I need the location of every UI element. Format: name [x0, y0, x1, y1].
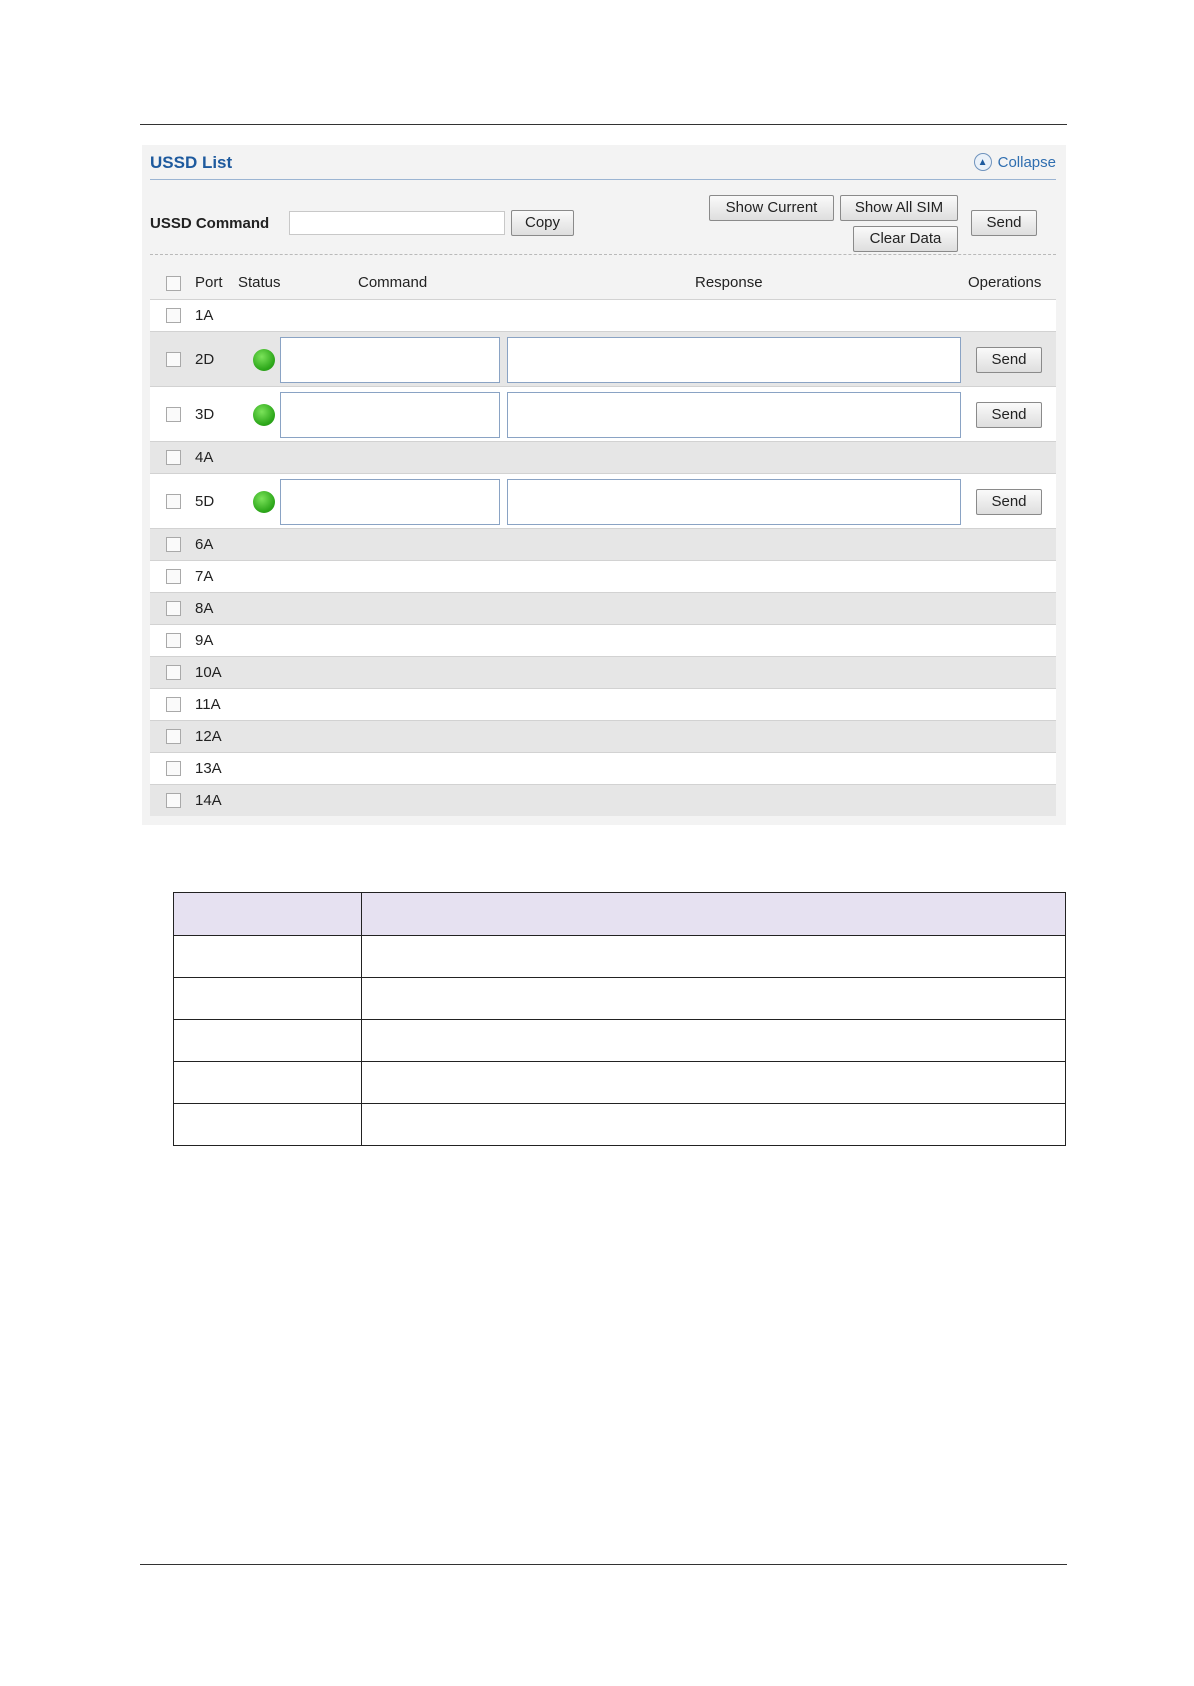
response-field[interactable] — [507, 479, 961, 525]
desc-cell — [362, 1020, 1066, 1062]
header-command: Command — [358, 274, 428, 291]
row-send-button[interactable]: Send — [976, 402, 1042, 428]
table-row — [150, 624, 1056, 656]
port-label: 12A — [195, 728, 222, 745]
row-checkbox[interactable] — [166, 537, 181, 552]
response-field[interactable] — [507, 392, 961, 438]
clear-data-button[interactable]: Clear Data — [853, 226, 958, 252]
send-all-button[interactable]: Send — [971, 210, 1037, 236]
port-label: 8A — [195, 600, 214, 617]
table-row — [150, 720, 1056, 752]
status-online-icon — [253, 349, 275, 371]
table-row — [150, 784, 1056, 816]
command-input[interactable] — [280, 337, 500, 383]
ussd-command-label: USSD Command — [150, 215, 270, 232]
desc-cell — [362, 978, 1066, 1020]
table-row — [150, 752, 1056, 784]
row-checkbox[interactable] — [166, 601, 181, 616]
table-row — [150, 441, 1056, 473]
row-checkbox[interactable] — [166, 407, 181, 422]
port-label: 7A — [195, 568, 214, 585]
port-label: 1A — [195, 307, 214, 324]
chevron-up-icon: ▲ — [974, 153, 992, 171]
desc-header-row — [174, 893, 1066, 936]
desc-header-cell — [174, 893, 362, 936]
port-label: 9A — [195, 632, 214, 649]
port-label: 6A — [195, 536, 214, 553]
port-label: 13A — [195, 760, 222, 777]
table-row — [150, 299, 1056, 331]
desc-cell — [174, 1104, 362, 1146]
port-label: 11A — [195, 696, 221, 713]
desc-cell — [174, 978, 362, 1020]
panel-title: USSD List — [150, 153, 233, 172]
copy-button[interactable]: Copy — [511, 210, 574, 236]
table-row — [150, 386, 1056, 441]
status-online-icon — [253, 404, 275, 426]
row-checkbox[interactable] — [166, 729, 181, 744]
status-online-icon — [253, 491, 275, 513]
row-send-button[interactable]: Send — [976, 347, 1042, 373]
table-header — [150, 267, 1056, 299]
collapse-label: Collapse — [997, 153, 1056, 171]
command-input[interactable] — [280, 479, 500, 525]
header-response: Response — [695, 274, 763, 291]
row-send-button[interactable]: Send — [976, 489, 1042, 515]
desc-cell — [174, 936, 362, 978]
desc-cell — [174, 1020, 362, 1062]
table-row — [150, 331, 1056, 386]
row-checkbox[interactable] — [166, 793, 181, 808]
header-operations: Operations — [968, 274, 1042, 291]
desc-row — [174, 1104, 1066, 1146]
row-checkbox[interactable] — [166, 761, 181, 776]
row-checkbox[interactable] — [166, 665, 181, 680]
show-all-sim-button[interactable]: Show All SIM — [840, 195, 958, 221]
row-checkbox[interactable] — [166, 633, 181, 648]
bottom-rule — [140, 1564, 1067, 1565]
row-checkbox[interactable] — [166, 352, 181, 367]
desc-cell — [362, 1104, 1066, 1146]
row-checkbox[interactable] — [166, 494, 181, 509]
desc-row — [174, 1062, 1066, 1104]
toolbar-divider — [150, 254, 1056, 255]
show-current-button[interactable]: Show Current — [709, 195, 834, 221]
collapse-link[interactable] — [974, 153, 1056, 171]
desc-header-cell — [362, 893, 1066, 936]
port-label: 4A — [195, 449, 214, 466]
description-table — [173, 892, 1066, 1146]
header-port: Port — [195, 274, 223, 291]
desc-row — [174, 1020, 1066, 1062]
desc-row — [174, 978, 1066, 1020]
command-input[interactable] — [280, 392, 500, 438]
top-rule — [140, 124, 1067, 125]
port-label: 14A — [195, 792, 222, 809]
row-checkbox[interactable] — [166, 569, 181, 584]
row-checkbox[interactable] — [166, 308, 181, 323]
desc-cell — [362, 1062, 1066, 1104]
table-row — [150, 688, 1056, 720]
port-label: 3D — [195, 405, 215, 423]
desc-cell — [362, 936, 1066, 978]
table-row — [150, 528, 1056, 560]
table-row — [150, 592, 1056, 624]
desc-cell — [174, 1062, 362, 1104]
row-checkbox[interactable] — [166, 450, 181, 465]
port-label: 5D — [195, 492, 215, 510]
header-status: Status — [238, 274, 281, 291]
table-row — [150, 560, 1056, 592]
port-label: 10A — [195, 664, 222, 681]
desc-row — [174, 936, 1066, 978]
table-row — [150, 473, 1056, 528]
table-row — [150, 656, 1056, 688]
title-divider — [150, 179, 1056, 180]
response-field[interactable] — [507, 337, 961, 383]
select-all-checkbox[interactable] — [166, 276, 181, 291]
ussd-command-input[interactable] — [289, 211, 505, 235]
ussd-list-panel — [142, 145, 1066, 825]
port-label: 2D — [195, 350, 215, 368]
row-checkbox[interactable] — [166, 697, 181, 712]
